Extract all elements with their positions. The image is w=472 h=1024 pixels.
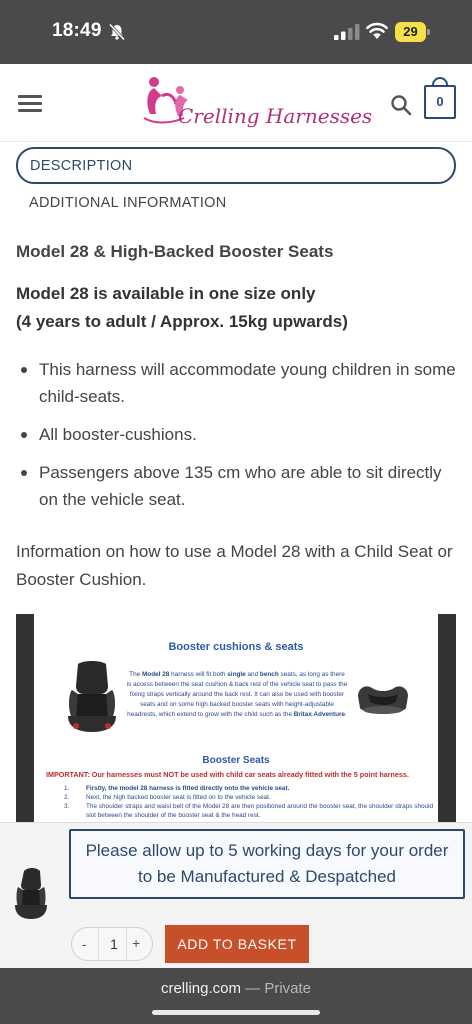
url-display[interactable]: crelling.com — Private [160, 980, 312, 997]
size-line-2: (4 years to adult / Approx. 15kg upwards) [16, 312, 348, 331]
status-bar [0, 0, 472, 64]
browser-address-bar[interactable] [0, 968, 472, 1024]
bell-muted-icon [108, 23, 126, 41]
quantity-input[interactable]: 1 [110, 936, 118, 952]
signal-icon [334, 24, 360, 40]
doc-steps [64, 784, 436, 820]
booster-seat-image [60, 660, 124, 738]
product-thumbnail[interactable] [12, 867, 50, 925]
doc-step: 3. The shoulder straps and waist belt of the Model 28 are then positioned around the booster seat, the shoulder straps should slot between the shoulder of the booster seat & the head rest. [64, 803, 434, 819]
booster-cushion-image [354, 678, 412, 718]
search-icon[interactable] [390, 94, 412, 116]
battery-icon [395, 22, 431, 42]
doc-intro-text: The Model 28 harness will fit both single and bench seats, as long as there is access between the seat cushion & back rest of the vehicle seat to pass the fixing straps vertically around the back rest. It can also be used with booster seats and on some high backed booster seats with height-adjustable headrests, which extend to grow with the child such as the Britax Adventure. [126, 671, 348, 718]
quantity-decrease-button[interactable]: - [82, 936, 87, 952]
doc-step: 1. Firstly, the model 28 harness is fitted directly onto the vehicle seat. [64, 785, 290, 792]
doc-subtitle: Booster Seats [202, 755, 270, 766]
home-indicator[interactable] [152, 1010, 320, 1015]
doc-title: Booster cushions & seats [168, 641, 304, 653]
site-logo[interactable] [140, 74, 373, 136]
add-to-basket-button[interactable]: ADD TO BASKET [165, 925, 309, 963]
description-heading: Model 28 & High-Backed Booster Seats [16, 242, 334, 261]
list-item: Passengers above 135 cm who are able to sit directly on the vehicle seat. [18, 459, 458, 513]
url-domain: crelling.com [160, 980, 241, 997]
tab-additional-information[interactable]: ADDITIONAL INFORMATION [29, 195, 227, 211]
sticky-add-to-cart-bar [0, 822, 472, 968]
size-line-1: Model 28 is available in one size only [16, 284, 316, 303]
doc-step: 2. Next, the high backed booster seat is fitted on to the vehicle seat. [64, 794, 271, 801]
quantity-increase-button[interactable]: + [132, 935, 141, 951]
menu-icon[interactable] [18, 95, 42, 113]
quantity-stepper [71, 927, 153, 961]
logo-text: Crelling Harnesses [178, 104, 373, 128]
instruction-image[interactable] [16, 614, 456, 824]
list-item: All booster-cushions. [18, 421, 458, 448]
usage-info: Information on how to use a Model 28 with a Child Seat or Booster Cushion. [16, 542, 453, 589]
dispatch-notice: Please allow up to 5 working days for your order to be Manufactured & Despatched [69, 829, 465, 899]
doc-important-warning: IMPORTANT: Our harnesses must NOT be used with child car seats already fitted with the 5 point harness. [46, 770, 409, 779]
cart-button[interactable]: 0 [424, 85, 456, 119]
private-mode-label: Private [264, 980, 312, 997]
battery-level: 29 [395, 22, 426, 42]
site-header [0, 64, 472, 142]
wifi-icon [365, 22, 389, 40]
suitability-list [18, 356, 458, 524]
size-info [16, 280, 456, 336]
status-time: 18:49 [52, 20, 102, 41]
tab-description[interactable]: DESCRIPTION [16, 147, 456, 184]
list-item: This harness will accommodate young children in some child-seats. [18, 356, 458, 410]
